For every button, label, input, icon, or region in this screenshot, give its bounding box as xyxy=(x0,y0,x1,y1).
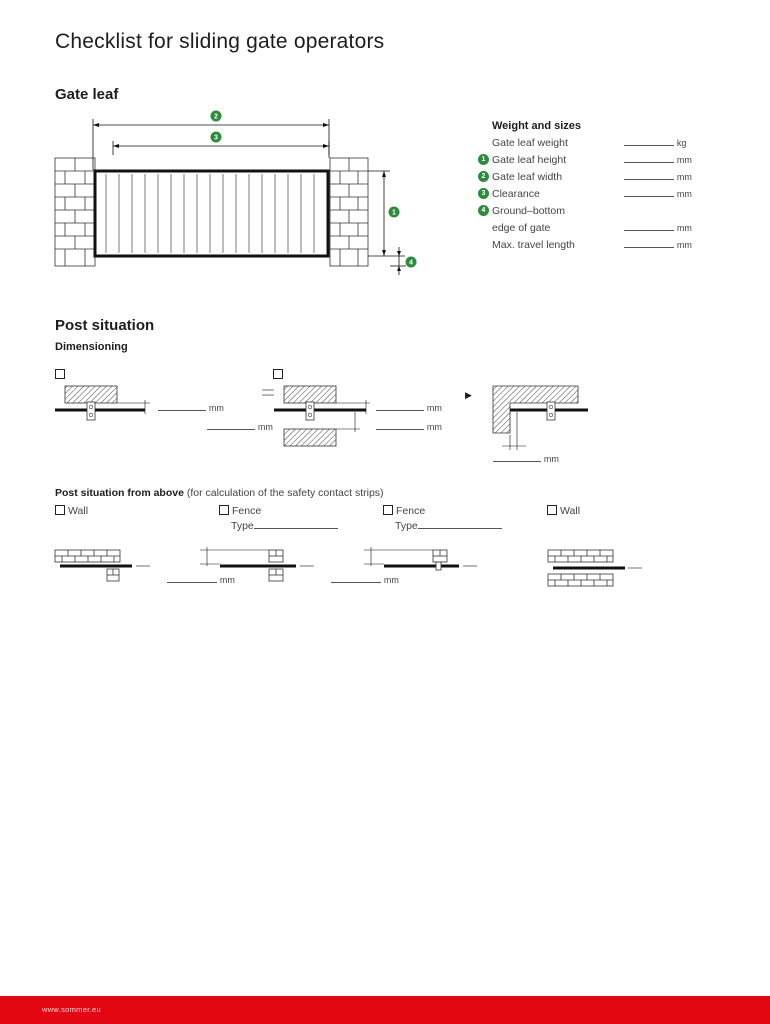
from-above-note: (for calculation of the safety contact strips) xyxy=(186,487,384,499)
arrow-marker-icon: ▶ xyxy=(465,390,472,400)
dimensioning-heading: Dimensioning xyxy=(55,341,128,353)
from-above-field-1[interactable]: mm xyxy=(167,574,235,586)
field-weight[interactable]: kg xyxy=(624,137,686,149)
badge-3: 3 xyxy=(478,188,489,199)
from-above-title: Post situation from above xyxy=(55,487,184,499)
dim-field-4[interactable]: mm xyxy=(376,421,442,433)
page-title: Checklist for sliding gate operators xyxy=(55,30,385,53)
gate-leaf-diagram xyxy=(50,105,430,280)
post-situation-heading: Post situation xyxy=(55,317,155,334)
dim-field-1[interactable]: mm xyxy=(158,402,224,414)
field-width[interactable]: mm xyxy=(624,171,692,183)
fence-type-2[interactable]: Type xyxy=(395,520,502,532)
dim-field-2[interactable]: mm xyxy=(207,421,273,433)
marker-4-label: 4 xyxy=(409,259,413,267)
field-height[interactable]: mm xyxy=(624,154,692,166)
item-weight: Gate leaf weight xyxy=(492,137,568,149)
footer-bar xyxy=(0,996,770,1024)
badge-1: 1 xyxy=(478,154,489,165)
option-wall-2[interactable]: Wall xyxy=(547,505,580,517)
option-fence-1[interactable]: Fence xyxy=(219,505,261,517)
marker-3-label: 3 xyxy=(214,134,218,142)
item-travel: Max. travel length xyxy=(492,239,575,251)
weights-heading: Weight and sizes xyxy=(492,120,582,132)
post-dimension-diagrams xyxy=(50,380,600,460)
from-above-heading xyxy=(55,487,384,499)
option-wall-1[interactable]: Wall xyxy=(55,505,88,517)
field-travel[interactable]: mm xyxy=(624,239,692,251)
option-fence-2[interactable]: Fence xyxy=(383,505,425,517)
gate-leaf-heading: Gate leaf xyxy=(55,86,119,103)
field-edge[interactable]: mm xyxy=(624,222,692,234)
item-width: Gate leaf width xyxy=(492,171,563,183)
field-clearance[interactable]: mm xyxy=(624,188,692,200)
dim-field-5[interactable]: mm xyxy=(493,453,559,465)
marker-1-label: 1 xyxy=(392,209,396,217)
badge-2: 2 xyxy=(478,171,489,182)
dimension-checkbox-1[interactable] xyxy=(55,369,65,379)
item-clearance: Clearance xyxy=(492,188,540,200)
from-above-field-2[interactable]: mm xyxy=(331,574,399,586)
fence-type-1[interactable]: Type xyxy=(231,520,338,532)
item-ground: Ground–bottom xyxy=(492,205,565,217)
item-edge: edge of gate xyxy=(492,222,551,234)
item-height: Gate leaf height xyxy=(492,154,567,166)
dim-field-3[interactable]: mm xyxy=(376,402,442,414)
badge-4: 4 xyxy=(478,205,489,216)
marker-2-label: 2 xyxy=(214,113,218,121)
dimension-checkbox-2[interactable] xyxy=(273,369,283,379)
footer-url[interactable]: www.sommer.eu xyxy=(42,1005,101,1014)
